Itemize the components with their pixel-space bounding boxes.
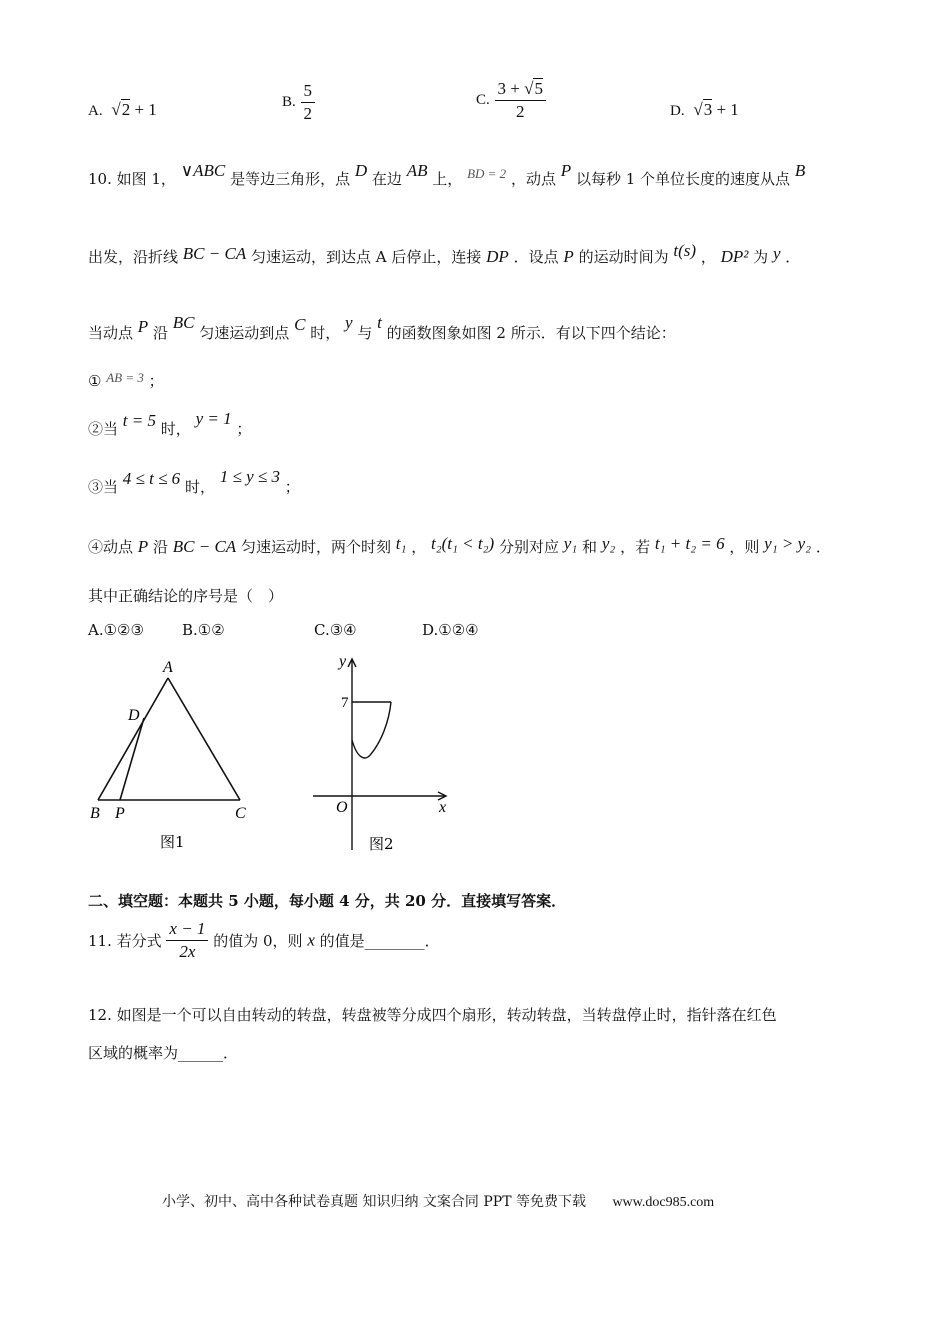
q10-text: 当动点 xyxy=(88,324,134,342)
fig1-label-a: A xyxy=(163,659,173,676)
q10-segment-dp: DP xyxy=(486,247,509,266)
q9-option-b-label: B. xyxy=(282,94,296,110)
q10-text: 是等边三角形，点 xyxy=(230,170,351,188)
q9-option-a: A. √2 + 1 xyxy=(88,100,157,119)
q9-option-a-radicand: 2 xyxy=(121,100,131,119)
fig2-caption: 图2 xyxy=(369,835,394,853)
fig1-side-ab xyxy=(98,678,168,800)
q11 xyxy=(88,918,440,963)
q9-option-a-label: A. xyxy=(88,103,103,119)
q10-c3-t: 4 ≤ t ≤ 6 xyxy=(122,469,181,488)
section-2-heading: 二、填空题：本题共 5 小题，每小题 4 分，共 20 分．直接填写答案． xyxy=(88,892,567,910)
q11-fraction xyxy=(166,918,208,963)
q10-segment-ab: AB xyxy=(406,161,428,180)
footer-url[interactable]: www.doc985.com xyxy=(612,1195,715,1210)
fig2-curve xyxy=(352,702,391,758)
footer-text: 小学、初中、高中各种试卷真题 知识归纳 文案合同 PPT 等免费下载 xyxy=(162,1194,586,1210)
q10-text: ，则 xyxy=(729,538,760,556)
q10-option-c: C.③④ xyxy=(314,621,357,639)
q10-text: 的函数图象如图 2 所示．有以下四个结论： xyxy=(386,324,676,342)
q9-option-a-plus: + 1 xyxy=(130,100,157,119)
q9-option-c-num-root: 5 xyxy=(534,79,543,98)
q10-y2: y₂ xyxy=(601,534,616,553)
fig1-caption: 图1 xyxy=(160,833,185,851)
q10-point-p: P xyxy=(137,317,149,336)
q10-text: ； xyxy=(284,478,300,496)
q10-text: 匀速运动到点 xyxy=(199,324,290,342)
q10-option-b: B.①② xyxy=(182,621,225,639)
q11-denominator: 2x xyxy=(179,942,196,961)
q9-option-d-label: D. xyxy=(670,103,685,119)
q10-c1-expr: AB = 3 xyxy=(106,370,144,385)
figure-1 xyxy=(80,650,280,855)
q10-var-y: y xyxy=(345,313,353,332)
q10-text: 以每秒 1 个单位长度的速度从点 xyxy=(575,170,791,188)
q9-option-d: D. √3 + 1 xyxy=(670,100,739,119)
q10-conclusion-4 xyxy=(88,536,831,557)
fig2-label-7: 7 xyxy=(341,695,349,711)
q12-line-1: 12. 如图是一个可以自由转动的转盘，转盘被等分成四个扇形，转动转盘，当转盘停止时，指针落在红色 xyxy=(88,1006,777,1024)
q10-option-d: D.①②④ xyxy=(422,621,479,639)
q10-text: ， xyxy=(411,538,427,556)
q10-point-p: P xyxy=(137,537,149,556)
q10-c3-y: 1 ≤ y ≤ 3 xyxy=(219,467,280,486)
q10-text: 沿 xyxy=(152,538,168,556)
fig1-segment-dp xyxy=(120,718,144,800)
fig1-label-d: D xyxy=(128,707,140,724)
q10-var-t: t xyxy=(377,313,382,332)
q10-ycmp: y₁ > y₂ xyxy=(764,534,812,553)
q10-line-2 xyxy=(88,241,801,267)
q10-text: ③当 xyxy=(88,478,119,496)
q9-option-b-denominator: 2 xyxy=(303,104,313,123)
q10-point-d: D xyxy=(354,161,368,180)
q10-line-1 xyxy=(88,161,806,189)
q10-text: ． xyxy=(815,538,831,556)
q10-text: ； xyxy=(236,420,252,438)
q10-text: 分别对应 xyxy=(498,538,559,556)
q9-option-b xyxy=(282,80,315,125)
q10-option-a: A.①②③ xyxy=(88,621,144,639)
q10-point-p: P xyxy=(560,161,572,180)
q10-c1-mark: ① xyxy=(88,372,102,390)
q9-option-c-fraction: $\frac{3 + √5}{2}$ xyxy=(495,78,546,123)
q11-mid: 的值为 0，则 xyxy=(213,932,303,950)
q10-line-3 xyxy=(88,313,676,343)
q9-option-d-radicand: 3 xyxy=(703,100,713,119)
q10-triangle-abc: ∨ABC xyxy=(180,161,226,180)
q10-dp-squared: DP² xyxy=(720,247,749,266)
q10-c2-t: t = 5 xyxy=(122,411,156,430)
q10-point-c: C xyxy=(294,315,306,334)
fig2-label-o: O xyxy=(336,799,348,816)
q10-t2: t₂(t₁ < t₂) xyxy=(430,534,495,553)
q10-c2-y: y = 1 xyxy=(195,409,232,428)
fig2-label-y: y xyxy=(339,653,347,670)
q9-option-b-fraction xyxy=(301,80,316,125)
q10-text: 时， xyxy=(160,420,191,438)
fig1-label-c: C xyxy=(235,805,246,822)
q10-text: 在边 xyxy=(371,170,402,188)
q10-text: 匀速运动，到达点 A 后停止，连接 xyxy=(251,248,482,266)
q10-time-t: t(s) xyxy=(673,241,697,260)
q10-text: ． xyxy=(785,248,801,266)
q10-text: ②当 xyxy=(88,420,119,438)
q10-bd-eq-2: BD = 2 xyxy=(467,166,507,181)
q10-segment-bc: BC xyxy=(172,313,195,332)
q10-text: ，若 xyxy=(620,538,651,556)
q10-ask xyxy=(88,585,283,606)
footer xyxy=(162,1191,714,1211)
q10-conclusion-2 xyxy=(88,409,252,439)
q10-conclusion-3 xyxy=(88,467,300,497)
q10-path-bc-ca: BC − CA xyxy=(172,537,237,556)
q10-path-bc-ca: BC − CA xyxy=(182,244,247,263)
q10-text: 为 xyxy=(753,248,769,266)
q10-var-y: y xyxy=(772,244,781,263)
q11-numerator: x − 1 xyxy=(166,918,208,941)
fig1-side-ac xyxy=(168,678,240,800)
q10-text: ， xyxy=(700,248,716,266)
q11-var-x: x xyxy=(307,930,315,950)
q10-text: 时， xyxy=(310,324,341,342)
q9-option-c-denominator: 2 xyxy=(516,102,525,121)
q10-text: 沿 xyxy=(152,324,168,342)
q10-text: 出发，沿折线 xyxy=(88,248,179,266)
q10-text: 10. 如图 1， xyxy=(88,170,176,188)
q10-text: 上， xyxy=(432,170,463,188)
fig2-label-x: x xyxy=(439,799,447,816)
fig1-label-b: B xyxy=(90,805,100,822)
q12-line-2: 区域的概率为______． xyxy=(88,1044,239,1062)
q10-text: ．设点 xyxy=(513,248,559,266)
q9-option-d-plus: + 1 xyxy=(712,100,739,119)
q10-text: 与 xyxy=(357,324,373,342)
q10-point-b: B xyxy=(794,161,806,180)
q10-ask-text: 其中正确结论的序号是（ ） xyxy=(88,587,284,605)
q10-point-p: P xyxy=(563,247,574,266)
q9-option-b-numerator: 5 xyxy=(301,80,316,103)
q9-option-c-num-a: 3 + xyxy=(497,79,525,98)
q10-text: 匀速运动时，两个时刻 xyxy=(240,538,391,556)
q10-text: 时， xyxy=(184,478,215,496)
q10-text: 的运动时间为 xyxy=(578,248,669,266)
q10-text: ； xyxy=(148,372,164,390)
q10-y1: y₁ xyxy=(563,534,578,553)
q9-option-c xyxy=(476,78,546,123)
figure-2 xyxy=(305,650,465,860)
q11-prefix: 11. 若分式 xyxy=(88,932,162,950)
q10-conclusion-1 xyxy=(88,370,164,391)
fig1-label-p: P xyxy=(115,805,125,822)
q10-t1: t₁ xyxy=(395,534,407,553)
q10-tsum: t₁ + t₂ = 6 xyxy=(654,534,725,553)
q9-option-c-label: C. xyxy=(476,92,490,108)
q10-text: ，动点 xyxy=(510,170,556,188)
q10-text: ④动点 xyxy=(88,538,134,556)
q10-text: 和 xyxy=(582,538,598,556)
q11-suffix: 的值是________． xyxy=(319,932,440,950)
